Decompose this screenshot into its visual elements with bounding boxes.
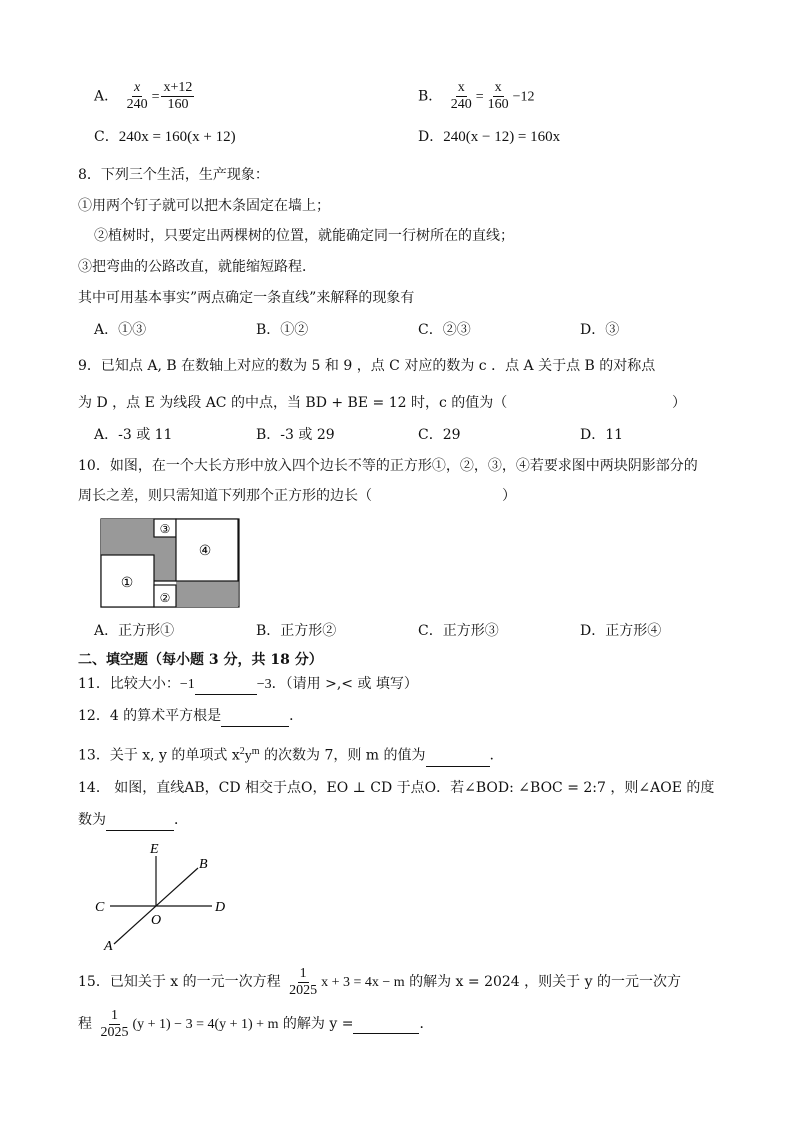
q7-option-d: D．240(x − 12) = 160x [418,129,561,145]
q14-line-1: 14． 如图，直线AB，CD 相交于点O，EO ⊥ CD 于点O．若∠BOD: ∠BOC = 2:7 ，则∠AOE 的度 [78,780,715,796]
q8-option-a: A．①③ [94,322,147,338]
q14-lines-figure [90,838,240,954]
answer-blank[interactable] [106,810,174,831]
q10-close-paren: ） [502,488,516,504]
label-E: E [150,842,159,857]
fraction: $\frac{x}{240}$ [450,80,472,112]
square-2-label: ② [159,591,171,605]
q8-option-b: B．①② [256,322,309,338]
q9-option-b: B．-3 或 29 [256,427,335,443]
answer-blank[interactable] [353,1015,419,1034]
q8-option-c: C．②③ [418,322,471,338]
q8-stem: 8．下列三个生活，生产现象： [78,167,269,183]
q12: 12．4 的算术平方根是 ． [78,706,303,727]
q9-option-a: A．-3 或 11 [94,427,173,443]
q7-option-c: C．240x = 160(x + 12) [94,129,236,145]
fraction: $\frac{1}{2025}$ [100,1007,129,1040]
answer-blank[interactable] [195,674,257,695]
q9-option-d: D．11 [580,427,624,443]
q15-line-1: 15．已知关于 x 的一元一次方程 $\frac{1}{2025}$ x + 3 = 4x − m 的解为 x = 2024 ，则关于 y 的一元一次方 [78,965,681,998]
q9-line-1: 9．已知点 A, B 在数轴上对应的数为 5 和 9 ，点 C 对应的数为 c ．点 A 关于点 B 的对称点 [78,358,656,374]
section-title: 二、填空题（每小题 3 分，共 18 分） [78,652,323,668]
square-3-label: ③ [159,522,171,536]
q13: 13．关于 x, y 的单项式 $x^2y^m$ 的次数为 7，则 m 的值为 . [78,742,494,767]
q10-option-b: B．正方形② [256,623,337,639]
q10-line-1: 10．如图，在一个大长方形中放入四个边长不等的正方形①，②，③，④若要求图中两块阴影部分的 [78,458,698,474]
square-4-label: ④ [198,544,212,559]
q10-option-a: A．正方形① [94,623,175,639]
label-C: C [95,900,105,915]
q11: 11．比较大小：−1 −3．（请用 >,< 或 填写） [78,674,418,695]
q14-line-2: 数为 ． [78,810,188,831]
q7-option-b: B． $\frac{x}{240}$ = $\frac{x}{160}$ −12 [418,80,535,112]
q10-option-c: C．正方形③ [418,623,499,639]
q8-item-3: ③把弯曲的公路改直，就能缩短路程． [78,259,316,275]
square-1-label: ① [120,576,134,591]
q8-option-d: D．③ [580,322,620,338]
answer-blank[interactable] [426,746,490,767]
q10-line-2: 周长之差，则只需知道下列那个正方形的边长（ [78,488,372,504]
q9-close-paren: ） [672,395,686,411]
label-O: O [151,913,162,928]
fraction: $\frac{x}{240}$ [126,80,148,112]
label-B: B [199,857,208,872]
q7-option-a: A． $\frac{x}{240}$ = $\frac{x+12}{160}$ [94,80,193,112]
q9-option-c: C．29 [418,427,461,443]
q9-line-2: 为 D ，点 E 为线段 AC 的中点，当 BD + BE = 12 时，c 的值为（ [78,395,508,411]
answer-blank[interactable] [221,706,289,727]
q8-item-2: ②植树时，只要定出两棵树的位置，就能确定同一行树所在的直线； [94,228,514,244]
fraction: $\frac{x}{160}$ [487,80,509,112]
label-D: D [215,900,226,915]
label-A: A [104,939,113,954]
fraction: $\frac{1}{2025}$ [289,965,318,998]
q15-line-2: 程 $\frac{1}{2025}$ (y + 1) − 3 = 4(y + 1) + m 的解为 y = ． [78,1007,434,1040]
fraction: $\frac{x+12}{160}$ [163,80,193,112]
q10-squares-figure [100,518,242,610]
q10-option-d: D．正方形④ [580,623,662,639]
q8-item-1: ①用两个钉子就可以把木条固定在墙上； [78,198,330,214]
q8-question: 其中可用基本事实”两点确定一条直线”来解释的现象有 [78,290,415,306]
